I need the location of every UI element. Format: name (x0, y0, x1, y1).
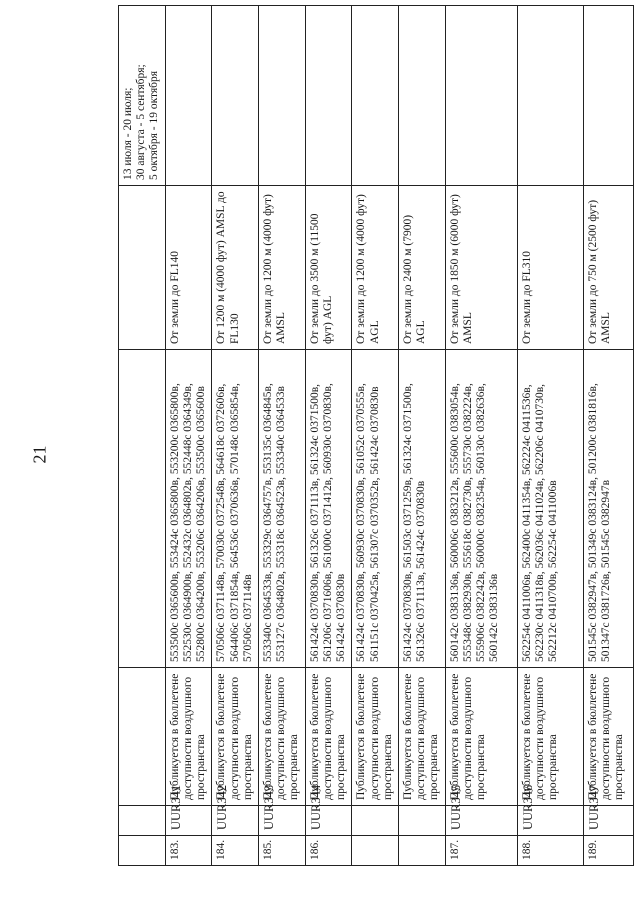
altitude-limits: От 1200 м (4000 фут) AMSL до FL130 (212, 186, 259, 350)
coordinates: 562254с 0411006в, 562400с 0411354в, 562224с 0411536в, 562230с 0411318в, 562036с 0411024в, 562206с 0410730в, 562212с 0410700в, 562254с 0411006в (517, 350, 583, 668)
usage-note: Публикуется в бюллетене доступности воздушного пространства (352, 668, 399, 806)
row-number: 188. (517, 836, 583, 866)
dates-cell (258, 6, 305, 186)
table-row (258, 6, 305, 866)
usage-note: Публикуется в бюллетене доступности воздушного пространства (445, 668, 517, 806)
header-cell-altitude (119, 350, 166, 668)
table-row (305, 6, 352, 866)
altitude-limits: От земли до 2400 м (7900) AGL (398, 186, 445, 350)
altitude-limits: От земли до 1200 м (4000 фут) AGL (352, 186, 399, 350)
row-number: 185. (258, 836, 305, 866)
coordinates: 560142с 0383136в, 560006с 0383212в, 555600с 0383054в, 555348с 0382930в, 555618с 0382730в, 555730с 0382224в, 555906с 0382242в, 560000с 0382354в, 560130с 0382636в, 560142с 0383136в (445, 350, 517, 668)
row-number: 184. (212, 836, 259, 866)
header-cell-code (119, 806, 166, 836)
dates-cell (398, 6, 445, 186)
header-cell-num (119, 836, 166, 866)
header-cell-coords (119, 668, 166, 806)
altitude-limits: От земли до FL140 (165, 186, 212, 350)
row-number: 189. (583, 836, 633, 866)
usage-note: Публикуется в бюллетене доступности воздушного пространства (165, 668, 212, 806)
usage-note: Публикуется в бюллетене доступности воздушного пространства (398, 668, 445, 806)
usage-note: Публикуется в бюллетене доступности воздушного пространства (583, 668, 633, 806)
altitude-limits: От земли до 1200 м (4000 фут) AMSL (258, 186, 305, 350)
dates-cell (517, 6, 583, 186)
coordinates: 570506с 0371148в, 570030с 0372548в, 564618с 0372606в, 564406с 0371854в, 564536с 0370636в, 570148с 0365854в, 570506с 0371148в (212, 350, 259, 668)
page-number: 21 (29, 445, 50, 464)
altitude-limits: От земли до FL310 (517, 186, 583, 350)
dates-text: 13 июля - 20 июля; 30 августа - 5 сентября; 5 октября - 19 октября (122, 64, 161, 180)
table-row (445, 6, 517, 866)
zone-code: UUR341 (165, 806, 212, 836)
row-number: 187. (445, 836, 517, 866)
table-row (398, 6, 445, 866)
row-number (352, 836, 399, 866)
table-row (212, 6, 259, 866)
dates-cell (305, 6, 352, 186)
altitude-limits: От земли до 3500 м (11500 фут) AGL (305, 186, 352, 350)
coordinates: 553340с 0364533в, 553329с 0364757в, 553135с 0364845в, 553127с 0364802в, 553318с 0364523в, 553340с 0364533в (258, 350, 305, 668)
zone-code (352, 806, 399, 836)
restricted-areas-table (118, 5, 634, 866)
usage-note: Публикуется в бюллетене доступности воздушного пространства (517, 668, 583, 806)
altitude-limits: От земли до 1850 м (6000 фут) AMSL (445, 186, 517, 350)
coordinates: 561424с 0370830в, 560930с 0370830в, 561052с 0370555в, 561151с 0370425в, 561307с 0370352в, 561424с 0370830в (352, 350, 399, 668)
coordinates: 553500с 0365600в, 553424с 0365800в, 553200с 0365800в, 552530с 0364900в, 552432с 0364802в, 552448с 0364349в, 552800с 0364200в, 553206с 0364206в, 553500с 0365600в (165, 350, 212, 668)
dates-cell (583, 6, 633, 186)
altitude-limits: От земли до 750 м (2500 фут) AMSL (583, 186, 633, 350)
coordinates: 561424с 0370830в, 561503с 0371259в, 561324с 0371500в, 561326с 0371113в, 561424с 0370830в (398, 350, 445, 668)
header-cell-note (119, 186, 166, 350)
table-row (352, 6, 399, 866)
zone-code: UUR345 (445, 806, 517, 836)
zone-code: UUR346 (517, 806, 583, 836)
row-number: 183. (165, 836, 212, 866)
dates-cell (212, 6, 259, 186)
table-row (517, 6, 583, 866)
zone-code: UUR347 (583, 806, 633, 836)
table-row (583, 6, 633, 866)
usage-note: Публикуется в бюллетене доступности воздушного пространства (258, 668, 305, 806)
rotated-table-container (118, 6, 626, 866)
zone-code: UUR344 (305, 806, 352, 836)
table-header-row (119, 6, 166, 866)
usage-note: Публикуется в бюллетене доступности воздушного пространства (212, 668, 259, 806)
dates-cell (352, 6, 399, 186)
dates-cell (445, 6, 517, 186)
coordinates: 561424с 0370830в, 561326с 0371113в, 561324с 0371500в, 561206с 0371606в, 561000с 0371412в, 560930с 0370830в, 561424с 0370830в (305, 350, 352, 668)
zone-code: UUR342 (212, 806, 259, 836)
coordinates: 501545с 0382947в, 501349с 0383124в, 501200с 0381816в, 501347с 0381726в, 501545с 0382947в (583, 350, 633, 668)
zone-code: UUR343 (258, 806, 305, 836)
usage-note: Публикуется в бюллетене доступности воздушного пространства (305, 668, 352, 806)
row-number: 186. (305, 836, 352, 866)
row-number (398, 836, 445, 866)
dates-cell (165, 6, 212, 186)
table-row (165, 6, 212, 866)
header-cell-dates (119, 6, 166, 186)
zone-code (398, 806, 445, 836)
